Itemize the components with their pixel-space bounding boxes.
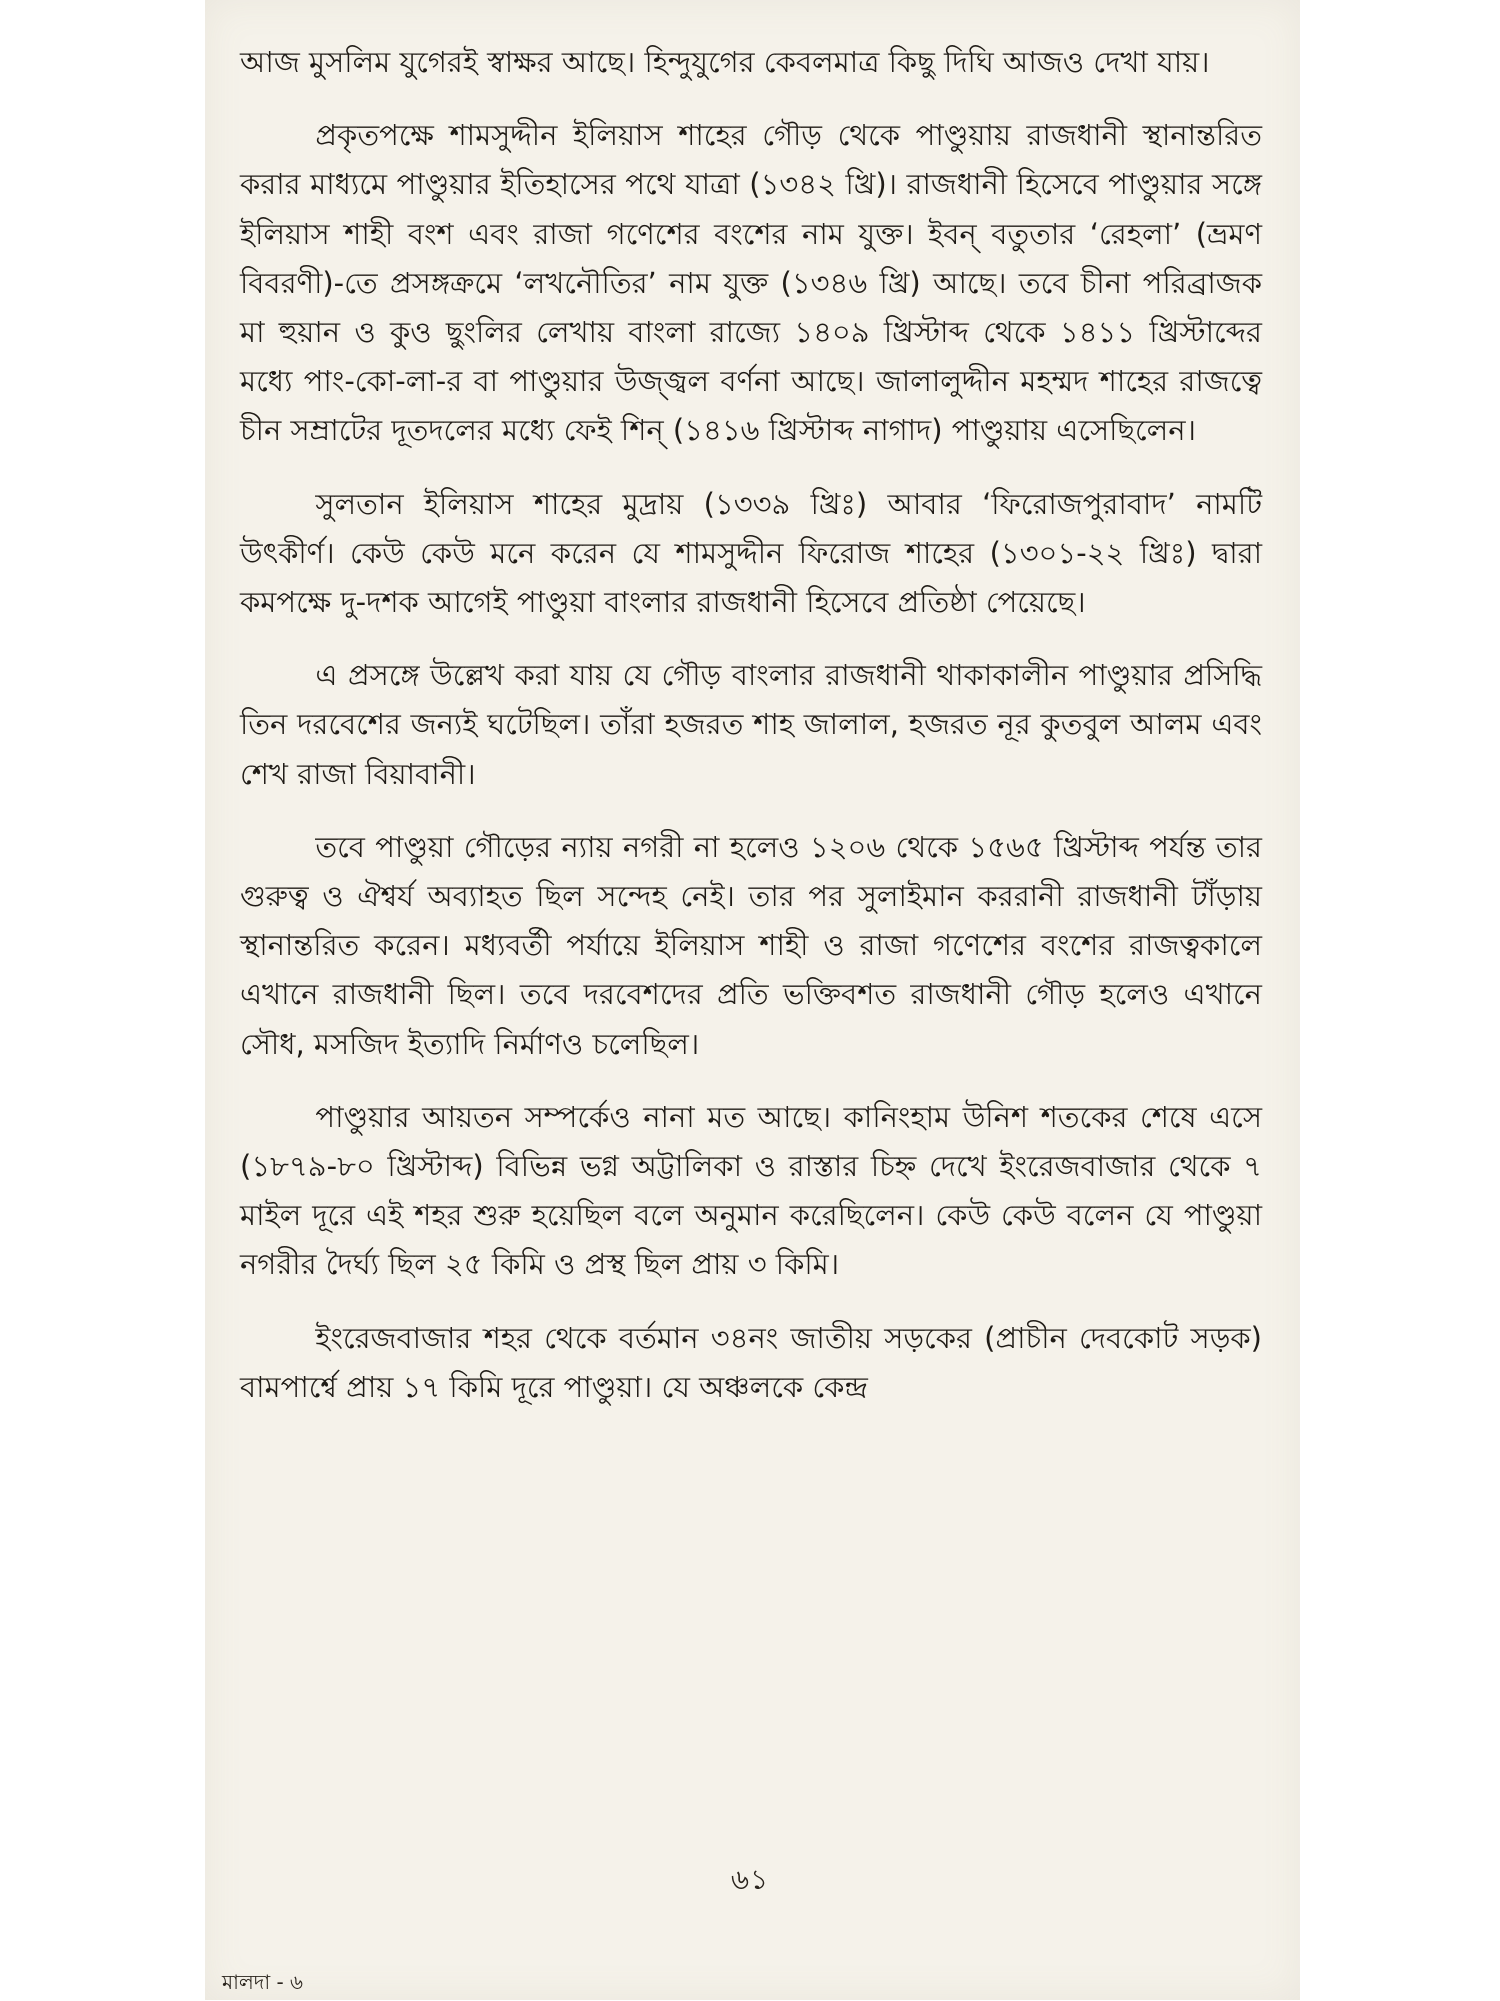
page-number: ৬১ [730, 1863, 770, 1896]
paragraph-3: সুলতান ইলিয়াস শাহের মুদ্রায় (১৩৩৯ খ্রিঃ) আবার ‘ফিরোজপুরাবাদ’ নামটি উৎকীর্ণ। কেউ কেউ মনে করেন যে শামসুদ্দীন ফিরোজ শাহের (১৩০১-২২ খ্রিঃ) দ্বারা কমপক্ষে দু-দশক আগেই পাণ্ডুয়া বাংলার রাজধানী হিসেবে প্রতিষ্ঠা পেয়েছে। [240, 486, 1262, 620]
page-content [240, 38, 1262, 1436]
paragraph-2: প্রকৃতপক্ষে শামসুদ্দীন ইলিয়াস শাহের গৌড় থেকে পাণ্ডুয়ায় রাজধানী স্থানান্তরিত করার মাধ্যমে পাণ্ডুয়ার ইতিহাসের পথে যাত্রা (১৩৪২ খ্রি)। রাজধানী হিসেবে পাণ্ডুয়ার সঙ্গে ইলিয়াস শাহী বংশ এবং রাজা গণেশের বংশের নাম যুক্ত। ইবন্‌ বতুতার ‘রেহলা’ (ভ্রমণ বিবরণী)-তে প্রসঙ্গক্রমে ‘লখনৌতির’ নাম যুক্ত (১৩৪৬ খ্রি) আছে। তবে চীনা পরিব্রাজক মা হুয়ান ও কুও ছুংলির লেখায় বাংলা রাজ্যে ১৪০৯ খ্রিস্টাব্দ থেকে ১৪১১ খ্রিস্টাব্দের মধ্যে পাং-কো-লা-র বা পাণ্ডুয়ার উজ্জ্বল বর্ণনা আছে। জালালুদ্দীন মহম্মদ শাহের রাজত্বে চীন সম্রাটের দূতদলের মধ্যে ফেই শিন্‌ (১৪১৬ খ্রিস্টাব্দ নাগাদ) পাণ্ডুয়ায় এসেছিলেন। [240, 118, 1262, 448]
paragraph-7: ইংরেজবাজার শহর থেকে বর্তমান ৩৪নং জাতীয় সড়কের (প্রাচীন দেবকোট সড়ক) বামপার্শ্বে প্রায় ১৭ কিমি দূরে পাণ্ডুয়া। যে অঞ্চলকে কেন্দ্র [240, 1320, 1262, 1404]
signature-mark: মালদা - ৬ [222, 1970, 304, 1994]
paragraph-1: আজ মুসলিম যুগেরই স্বাক্ষর আছে। হিন্দুযুগের কেবলমাত্র কিছু দিঘি আজও দেখা যায়। [240, 45, 1210, 79]
paragraph-5: তবে পাণ্ডুয়া গৌড়ের ন্যায় নগরী না হলেও ১২০৬ থেকে ১৫৬৫ খ্রিস্টাব্দ পর্যন্ত তার গুরুত্ব ও ঐশ্বর্য অব্যাহত ছিল সন্দেহ নেই। তার পর সুলাইমান কররানী রাজধানী টাঁড়ায় স্থানান্তরিত করেন। মধ্যবর্তী পর্যায়ে ইলিয়াস শাহী ও রাজা গণেশের বংশের রাজত্বকালে এখানে রাজধানী ছিল। তবে দরবেশদের প্রতি ভক্তিবশত রাজধানী গৌড় হলেও এখানে সৌধ, মসজিদ ইত্যাদি নির্মাণও চলেছিল। [240, 829, 1262, 1061]
paragraph-6: পাণ্ডুয়ার আয়তন সম্পর্কেও নানা মত আছে। কানিংহাম উনিশ শতকের শেষে এসে (১৮৭৯-৮০ খ্রিস্টাব্দ) বিভিন্ন ভগ্ন অট্টালিকা ও রাস্তার চিহ্ন দেখে ইংরেজবাজার থেকে ৭ মাইল দূরে এই শহর শুরু হয়েছিল বলে অনুমান করেছিলেন। কেউ কেউ বলেন যে পাণ্ডুয়া নগরীর দৈর্ঘ্য ছিল ২৫ কিমি ও প্রস্থ ছিল প্রায় ৩ কিমি। [240, 1099, 1262, 1282]
paragraph-4: এ প্রসঙ্গে উল্লেখ করা যায় যে গৌড় বাংলার রাজধানী থাকাকালীন পাণ্ডুয়ার প্রসিদ্ধি তিন দরবেশের জন্যই ঘটেছিল। তাঁরা হজরত শাহ জালাল, হজরত নূর কুতবুল আলম এবং শেখ রাজা বিয়াবানী। [240, 658, 1262, 791]
